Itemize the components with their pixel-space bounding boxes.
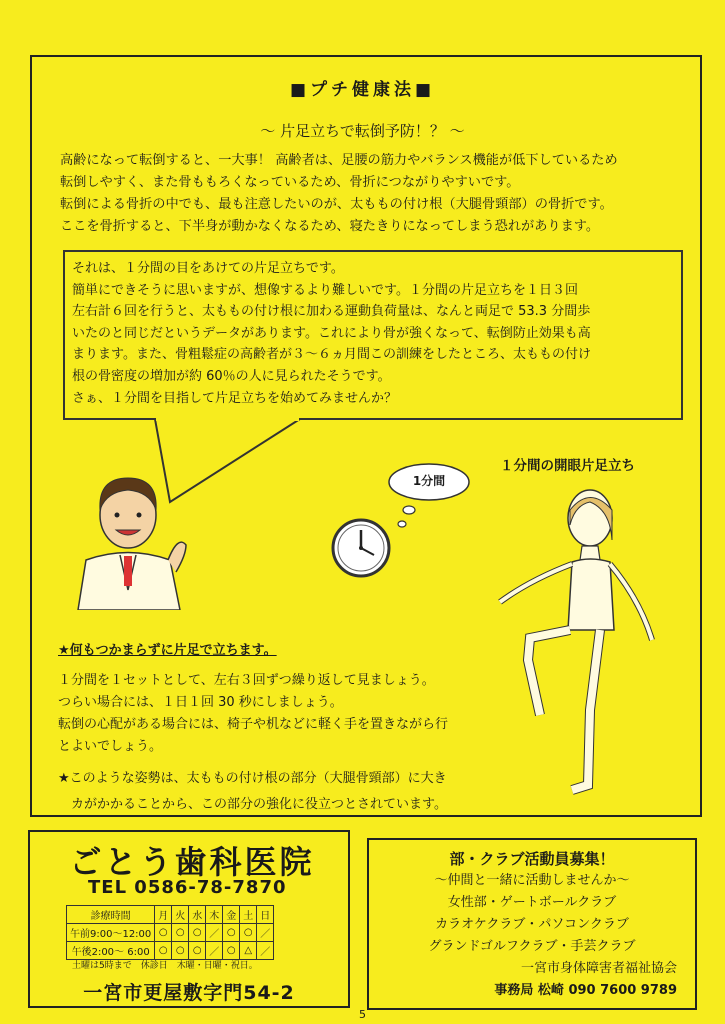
club-line: グランドゴルフクラブ・手芸クラブ xyxy=(428,939,636,954)
bubble-line: 根の骨密度の増加が約 60％の人に見られたそうです。 xyxy=(72,368,391,384)
clock-icon xyxy=(330,517,392,579)
club-title: 部・クラブ活動員募集！ xyxy=(449,850,615,868)
article-subtitle: ～ 片足立ちで転倒予防！？ ～ xyxy=(260,122,465,140)
bubble-text xyxy=(72,258,677,409)
club-organization: 一宮市身体障害者福祉協会 xyxy=(520,961,677,976)
hours-cell: ／ xyxy=(206,924,223,942)
instruction-line: 転倒の心配がある場合には、椅子や机などに軽く手を置きながら行 xyxy=(58,717,449,732)
hours-cell: ○ xyxy=(172,924,189,942)
hours-cell: ○ xyxy=(223,942,240,960)
hours-cell: 木 xyxy=(206,906,223,924)
club-line: 女性部・ゲートボールクラブ xyxy=(447,895,617,910)
hours-row xyxy=(67,924,274,942)
intro-line: ここを骨折すると、下半身が動かなくなるため、寝たきりになってしまう恐れがあります。 xyxy=(60,219,600,234)
one-leg-stand-illustration xyxy=(490,480,670,800)
thought-label: 1分間 xyxy=(412,474,446,488)
hours-cell: 火 xyxy=(172,906,189,924)
club-recruitment-text xyxy=(367,848,697,1002)
bubble-line: 左右計６回を行うと、太ももの付け根に加わる運動負荷量は、なんと両足で 53.3 分間歩 xyxy=(72,304,591,320)
club-line: カラオケクラブ・パソコンクラブ xyxy=(435,917,629,932)
hours-cell: 水 xyxy=(189,906,206,924)
bubble-line: さぁ、１分間を目指して片足立ちを始めてみませんか？ xyxy=(72,390,398,406)
hours-cell: 午後2:00～ 6:00 xyxy=(67,942,155,960)
intro-line: 転倒による骨折の中でも、最も注意したいのが、太ももの付け根（大腿骨頸部）の骨折です。 xyxy=(60,197,613,212)
instruction-line: とよいでしょう。 xyxy=(58,739,163,754)
hours-cell: ○ xyxy=(155,942,172,960)
bubble-line: いたのと同じだというデータがあります。これにより骨が強くなって、転倒防止効果も高 xyxy=(72,325,591,341)
intro-paragraph xyxy=(60,150,690,238)
hours-header-row xyxy=(67,906,274,924)
clinic-tel: TEL 0586-78-7870 xyxy=(88,877,287,898)
hours-cell: 日 xyxy=(257,906,274,924)
hours-cell: ○ xyxy=(189,942,206,960)
article-title: ■プチ健康法■ xyxy=(289,80,436,100)
hours-cell: ○ xyxy=(189,924,206,942)
pose-title: １分間の開眼片足立ち xyxy=(500,458,635,474)
bubble-line: 簡単にできそうに思いますが、想像するより難しいです。１分間の片足立ちを１日３回 xyxy=(72,282,578,298)
instructions xyxy=(58,640,498,816)
hours-row xyxy=(67,942,274,960)
instruction-line: つらい場合には、１日１回 30 秒にしましょう。 xyxy=(58,695,343,710)
hours-cell: ○ xyxy=(172,942,189,960)
bubble-line: まります。また、骨粗鬆症の高齢者が３～６ヵ月間この訓練をしたところ、太ももの付け xyxy=(72,347,591,363)
doctor-illustration xyxy=(68,460,198,610)
clinic-name: ごとう歯科医院 xyxy=(69,843,315,881)
instruction-line: １分間を１セットとして、左右３回ずつ繰り返して見ましょう。 xyxy=(58,673,435,688)
bubble-line: それは、１分間の目をあけての片足立ちです。 xyxy=(72,261,344,276)
page-number: 5 xyxy=(359,1008,366,1021)
hours-cell: 診療時間 xyxy=(67,906,155,924)
hours-cell: ○ xyxy=(240,924,257,942)
hours-cell: ○ xyxy=(155,924,172,942)
clinic-hours-note: 土曜は5時まで 休診日 木曜・日曜・祝日。 xyxy=(72,961,258,971)
hours-cell: ○ xyxy=(223,924,240,942)
intro-line: 高齢になって転倒すると、一大事！ 高齢者は、足腰の筋力やバランス機能が低下しているため xyxy=(60,153,618,168)
posture-note: カがかかることから、この部分の強化に役立つとされています。 xyxy=(58,797,447,812)
club-subtitle: ～仲間と一緒に活動しませんか～ xyxy=(434,873,630,888)
instructions-heading: ★何もつかまらずに片足で立ちます。 xyxy=(58,643,277,658)
hours-cell: △ xyxy=(240,942,257,960)
hours-cell: 土 xyxy=(240,906,257,924)
club-contact: 事務局 松崎 090 7600 9789 xyxy=(494,983,677,998)
hours-cell: ／ xyxy=(206,942,223,960)
hours-cell: ／ xyxy=(257,924,274,942)
clinic-address: 一宮市更屋敷字門54-2 xyxy=(83,982,295,1004)
posture-note: ★このような姿勢は、太ももの付け根の部分（大腿骨頸部）に大き xyxy=(58,771,447,786)
hours-cell: 午前9:00～12:00 xyxy=(67,924,155,942)
hours-cell: ／ xyxy=(257,942,274,960)
hours-cell: 月 xyxy=(155,906,172,924)
clinic-hours-table xyxy=(66,905,274,960)
hours-cell: 金 xyxy=(223,906,240,924)
intro-line: 転倒しやすく、また骨ももろくなっているため、骨折につながりやすいです。 xyxy=(60,175,520,190)
